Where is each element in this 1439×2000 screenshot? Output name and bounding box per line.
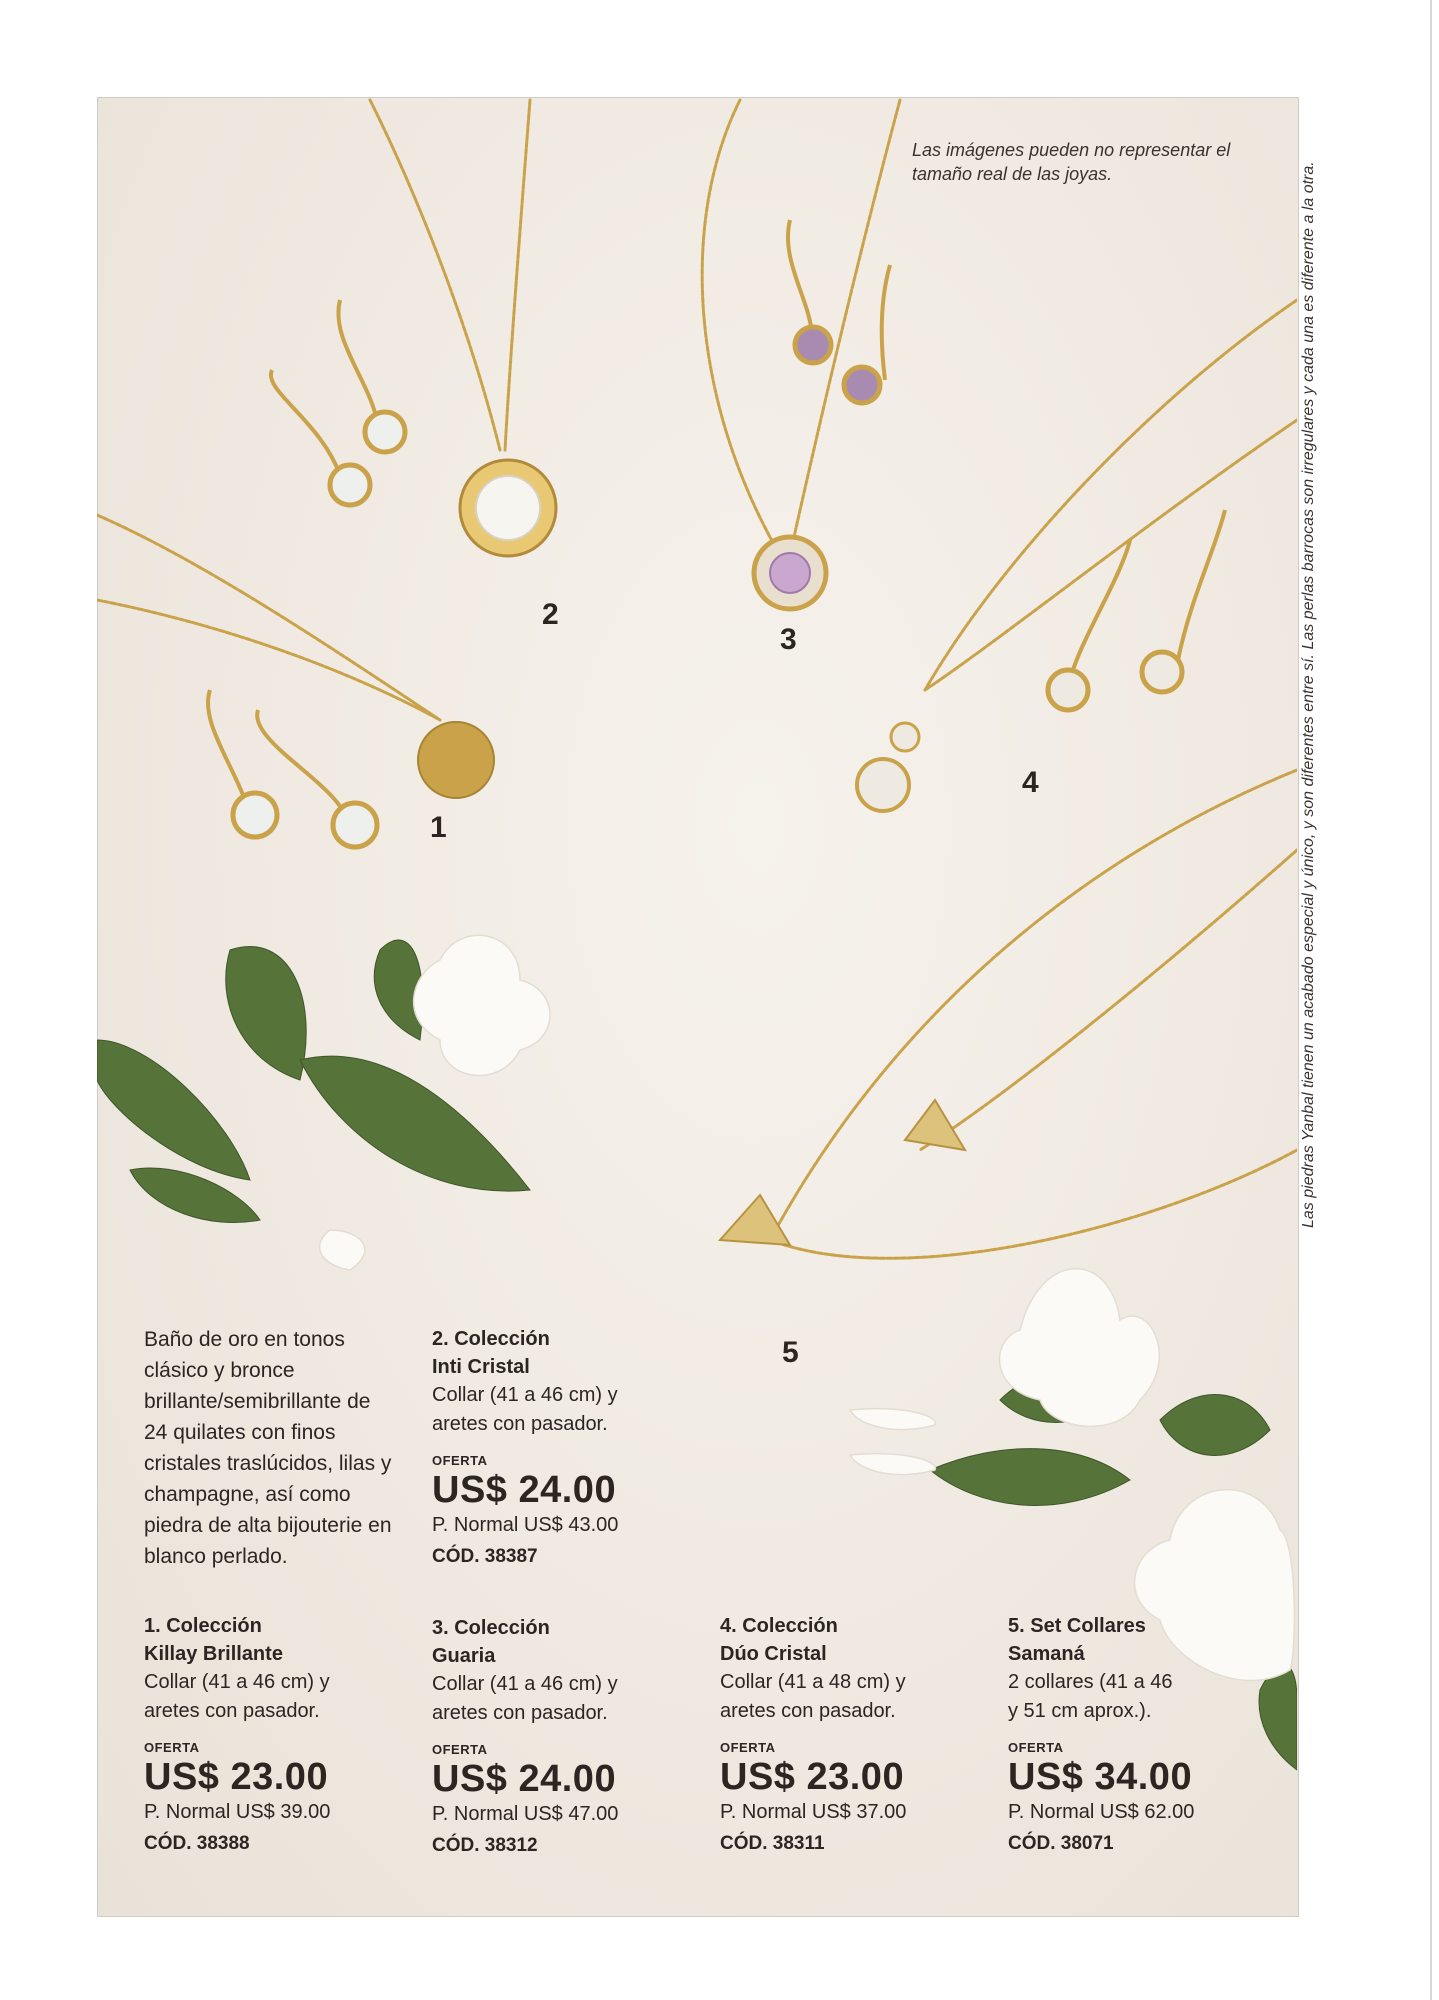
product-description-line1: Collar (41 a 46 cm) y <box>144 1671 330 1693</box>
product-name-line2: Inti Cristal <box>432 1356 530 1378</box>
pendant-1 <box>418 722 494 798</box>
product-name-line1: 3. Colección <box>432 1617 550 1639</box>
product-code: CÓD. 38312 <box>432 1835 538 1856</box>
product-name-line2: Samaná <box>1008 1643 1085 1665</box>
flower <box>414 935 550 1075</box>
photo-number-5: 5 <box>782 1336 799 1369</box>
product-description-line2: aretes con pasador. <box>144 1700 320 1722</box>
earring-2b <box>365 412 405 452</box>
product-card-2 <box>432 1325 692 1568</box>
product-card-5 <box>1008 1612 1268 1855</box>
product-description-line1: Collar (41 a 46 cm) y <box>432 1384 618 1406</box>
leaf <box>97 1040 250 1180</box>
offer-label: OFERTA <box>720 1740 776 1755</box>
product-card-4 <box>720 1612 980 1855</box>
necklace-5-chain <box>770 770 1297 1258</box>
product-card-3 <box>432 1614 692 1857</box>
product-description-line1: 2 collares (41 a 46 <box>1008 1671 1173 1693</box>
product-description-line2: aretes con pasador. <box>432 1413 608 1435</box>
normal-price: P. Normal US$ 43.00 <box>432 1514 619 1536</box>
product-description-line2: aretes con pasador. <box>720 1700 896 1722</box>
photo-number-2: 2 <box>542 598 559 631</box>
offer-price: US$ 24.00 <box>432 1758 617 1800</box>
product-name-line2: Dúo Cristal <box>720 1643 827 1665</box>
flower-bud <box>850 1454 935 1475</box>
flower-bud <box>320 1230 365 1270</box>
necklace-1-chain <box>97 515 440 720</box>
product-code: CÓD. 38387 <box>432 1546 538 1567</box>
offer-price: US$ 23.00 <box>720 1756 905 1798</box>
offer-label: OFERTA <box>144 1740 200 1755</box>
photo-number-3: 3 <box>780 623 797 656</box>
earring-1a <box>233 793 277 837</box>
stones-side-note: Las piedras Yanbal tienen un acabado especial y único, y son diferentes entre sí. Las perlas barrocas son irregulares y cada una es diferente a la otra. <box>1300 161 1317 1228</box>
offer-price: US$ 23.00 <box>144 1756 329 1798</box>
earring-4a <box>1048 670 1088 710</box>
normal-price: P. Normal US$ 39.00 <box>144 1801 331 1823</box>
earring-4b <box>1142 652 1182 692</box>
product-name-line1: 5. Set Collares <box>1008 1615 1146 1637</box>
offer-price: US$ 34.00 <box>1008 1756 1193 1798</box>
product-card-1 <box>144 1612 404 1855</box>
leaf <box>226 947 306 1080</box>
product-name-line1: 2. Colección <box>432 1328 550 1350</box>
size-disclaimer: Las imágenes pueden no representar el tamaño real de las joyas. <box>912 140 1231 184</box>
product-code: CÓD. 38071 <box>1008 1833 1114 1854</box>
product-description-line2: y 51 cm aprox.). <box>1008 1700 1152 1722</box>
offer-price: US$ 24.00 <box>432 1469 617 1511</box>
necklace-3-chain <box>702 100 900 555</box>
offer-label: OFERTA <box>432 1742 488 1757</box>
product-name-line1: 4. Colección <box>720 1615 838 1637</box>
product-code: CÓD. 38311 <box>720 1833 825 1854</box>
necklace-2-chain <box>370 100 530 450</box>
necklace-4-chain <box>925 300 1297 690</box>
offer-label: OFERTA <box>432 1453 488 1468</box>
product-name-line2: Guaria <box>432 1645 496 1667</box>
normal-price: P. Normal US$ 47.00 <box>432 1803 619 1825</box>
normal-price: P. Normal US$ 62.00 <box>1008 1801 1195 1823</box>
leaf <box>300 1056 530 1191</box>
earring-2a <box>330 465 370 505</box>
product-description-line1: Collar (41 a 48 cm) y <box>720 1671 906 1693</box>
product-name-line2: Killay Brillante <box>144 1643 283 1665</box>
leaf <box>1160 1395 1270 1456</box>
earring-3b <box>844 367 880 403</box>
leaf <box>930 1449 1130 1506</box>
product-description-line1: Collar (41 a 46 cm) y <box>432 1673 618 1695</box>
pendant-4 <box>857 759 909 811</box>
photo-number-4: 4 <box>1022 766 1039 799</box>
product-name-line1: 1. Colección <box>144 1615 262 1637</box>
offer-label: OFERTA <box>1008 1740 1064 1755</box>
product-code: CÓD. 38388 <box>144 1833 250 1854</box>
earring-3a <box>795 327 831 363</box>
intro-text: Baño de oro en tonos clásico y bronce brillante/semibrillante de 24 quilates con finos cristales traslúcidos, lilas y champagne, así como piedra de alta bijouterie en blanco perlado. <box>144 1328 392 1568</box>
product-description-line2: aretes con pasador. <box>432 1702 608 1724</box>
earring-1b <box>333 803 377 847</box>
photo-number-1: 1 <box>430 811 447 844</box>
normal-price: P. Normal US$ 37.00 <box>720 1801 907 1823</box>
flower-bud <box>850 1409 935 1430</box>
